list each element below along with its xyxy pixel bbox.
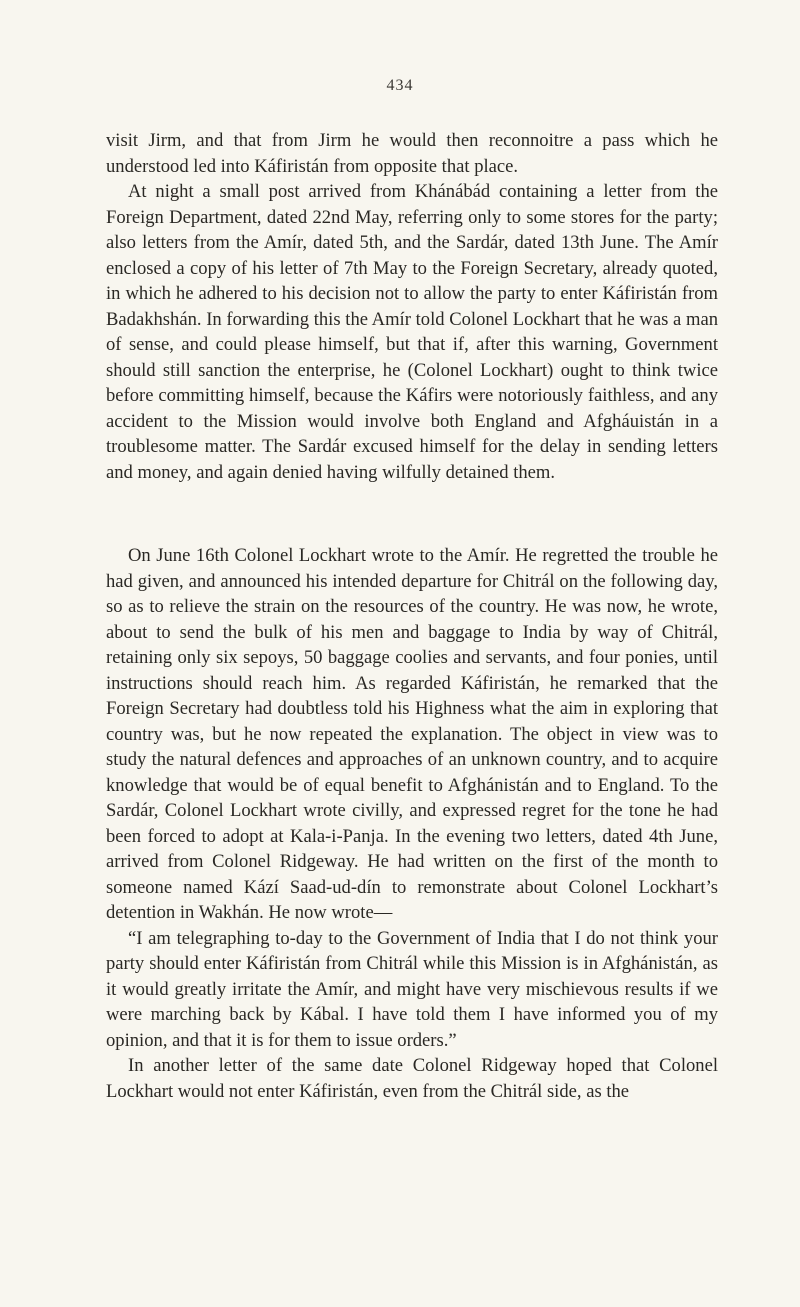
paragraph: visit Jirm, and that from Jirm he would then reconnoitre a pass which he understood led into Káfiristán from opposite that place.: [106, 130, 718, 177]
page-number: 434: [386, 77, 414, 94]
text-block-bottom: [106, 543, 718, 1104]
quotation-paragraph: “I am telegraphing to-day to the Government of India that I do not think your party should enter Káfiristán from Chitrál while this Mission is in Afghánistán, as it would greatly irritate the Amír, and might have very mischievous results if we were marching back by Kábal. I have told them I have informed you of my opinion, and that it is for them to issue orders.”: [106, 927, 718, 1051]
paragraph: At night a small post arrived from Khánábád containing a letter from the Foreign Department, dated 22nd May, referring only to some stores for the party; also letters from the Amír, dated 5th, and the Sardár, dated 13th June. The Amír enclosed a copy of his letter of 7th May to the Foreign Secretary, already quoted, in which he adhered to his decision not to allow the party to enter Káfiristán from Badakhshán. In forwarding this the Amír told Colonel Lockhart that he was a man of sense, and could please himself, but that if, after this warning, Government should still sanction the enterprise, he (Colonel Lockhart) ought to think twice before committing himself, because the Káfirs were notoriously faithless, and any accident to the Mission would involve both England and Afgháuistán in a troublesome matter. The Sardár excused himself for the delay in sending letters and money, and again denied having wilfully detained them.: [106, 181, 718, 483]
paragraph: In another letter of the same date Colonel Ridgeway hoped that Colonel Lockhart would not enter Káfiristán, even from the Chitrál side, as the: [106, 1055, 718, 1102]
text-block-top: [106, 128, 718, 485]
paragraph: On June 16th Colonel Lockhart wrote to the Amír. He regretted the trouble he had given, and announced his intended departure for Chitrál on the following day, so as to relieve the strain on the resources of the country. He was now, he wrote, about to send the bulk of his men and baggage to India by way of Chitrál, retaining only six sepoys, 50 baggage coolies and servants, and four ponies, until instructions should reach him. As regarded Káfiristán, he remarked that the Foreign Secretary had doubtless told his Highness what the aim in exploring that country was, but he now repeated the explanation. The object in view was to study the natural defences and approaches of an unknown country, and to acquire knowledge that would be of equal benefit to Afghánistán and to England. To the Sardár, Colonel Lockhart wrote civilly, and expressed regret for the tone he had been forced to adopt at Kala-i-Panja. In the evening two letters, dated 4th June, arrived from Colonel Ridgeway. He had written on the first of the month to someone named Kází Saad-ud-dín to remonstrate about Colonel Lockhart’s detention in Wakhán. He now wrote—: [106, 545, 718, 923]
